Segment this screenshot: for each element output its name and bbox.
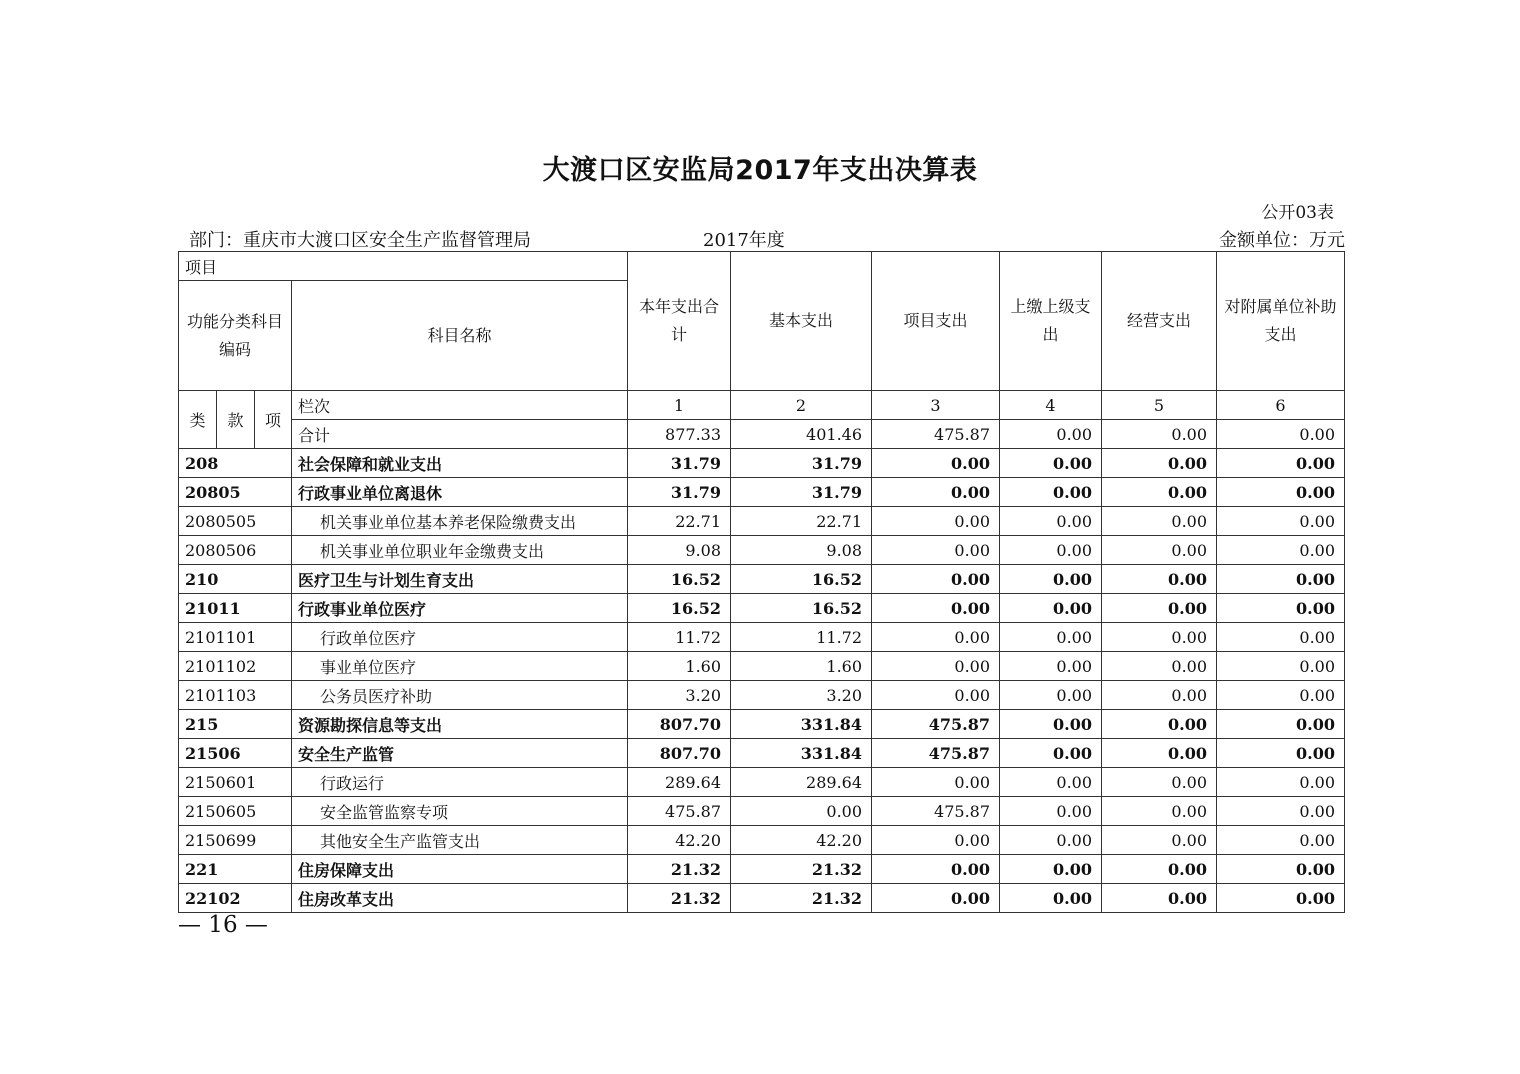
row-value: 0.00 bbox=[1217, 449, 1345, 478]
header-col-3: 项目支出 bbox=[872, 252, 1000, 391]
row-value: 0.00 bbox=[1000, 652, 1102, 681]
row-value: 0.00 bbox=[1000, 681, 1102, 710]
row-value: 0.00 bbox=[1102, 826, 1217, 855]
row-value: 0.00 bbox=[872, 536, 1000, 565]
row-value: 21.32 bbox=[628, 884, 731, 913]
row-value: 21.32 bbox=[731, 884, 872, 913]
table-row bbox=[179, 478, 1345, 507]
total-value: 877.33 bbox=[628, 420, 731, 449]
row-value: 0.00 bbox=[1102, 449, 1217, 478]
row-value: 31.79 bbox=[731, 449, 872, 478]
row-name: 机关事业单位基本养老保险缴费支出 bbox=[292, 507, 628, 536]
header-col-1: 本年支出合计 bbox=[628, 252, 731, 391]
page-title: 大渡口区安监局2017年支出决算表 bbox=[542, 155, 978, 186]
row-name: 医疗卫生与计划生育支出 bbox=[292, 565, 628, 594]
row-value: 0.00 bbox=[1102, 594, 1217, 623]
row-value: 0.00 bbox=[1217, 623, 1345, 652]
col-num-1: 1 bbox=[628, 391, 731, 420]
row-value: 0.00 bbox=[1102, 652, 1217, 681]
row-code: 210 bbox=[179, 565, 292, 594]
row-value: 0.00 bbox=[872, 565, 1000, 594]
row-value: 0.00 bbox=[872, 478, 1000, 507]
row-value: 0.00 bbox=[872, 623, 1000, 652]
row-code: 215 bbox=[179, 710, 292, 739]
header-lei: 类 bbox=[179, 391, 217, 449]
amount-unit: 金额单位：万元 bbox=[1219, 230, 1345, 251]
table-row bbox=[179, 739, 1345, 768]
row-value: 9.08 bbox=[628, 536, 731, 565]
header-name: 科目名称 bbox=[292, 281, 628, 391]
row-value: 0.00 bbox=[1102, 710, 1217, 739]
row-value: 31.79 bbox=[628, 478, 731, 507]
row-name: 安全监管监察专项 bbox=[292, 797, 628, 826]
row-value: 0.00 bbox=[1000, 594, 1102, 623]
row-code: 21506 bbox=[179, 739, 292, 768]
row-value: 0.00 bbox=[1102, 884, 1217, 913]
row-value: 16.52 bbox=[628, 565, 731, 594]
row-name: 资源勘探信息等支出 bbox=[292, 710, 628, 739]
row-value: 31.79 bbox=[731, 478, 872, 507]
total-value: 475.87 bbox=[872, 420, 1000, 449]
row-value: 289.64 bbox=[628, 768, 731, 797]
row-value: 0.00 bbox=[1000, 797, 1102, 826]
row-value: 0.00 bbox=[1217, 826, 1345, 855]
row-value: 21.32 bbox=[731, 855, 872, 884]
row-name: 住房保障支出 bbox=[292, 855, 628, 884]
row-value: 0.00 bbox=[872, 507, 1000, 536]
row-value: 42.20 bbox=[731, 826, 872, 855]
row-value: 0.00 bbox=[1000, 710, 1102, 739]
header-code: 功能分类科目编码 bbox=[179, 281, 292, 391]
row-value: 16.52 bbox=[731, 594, 872, 623]
row-code: 2080505 bbox=[179, 507, 292, 536]
row-code: 2150699 bbox=[179, 826, 292, 855]
row-value: 0.00 bbox=[1000, 507, 1102, 536]
row-code: 2150601 bbox=[179, 768, 292, 797]
row-name: 机关事业单位职业年金缴费支出 bbox=[292, 536, 628, 565]
row-value: 0.00 bbox=[1102, 797, 1217, 826]
col-num-3: 3 bbox=[872, 391, 1000, 420]
row-value: 0.00 bbox=[1000, 565, 1102, 594]
total-label: 合计 bbox=[292, 420, 628, 449]
row-value: 0.00 bbox=[1000, 478, 1102, 507]
table-row bbox=[179, 826, 1345, 855]
header-item: 项目 bbox=[179, 252, 628, 281]
row-value: 0.00 bbox=[872, 681, 1000, 710]
row-name: 行政事业单位离退休 bbox=[292, 478, 628, 507]
row-value: 289.64 bbox=[731, 768, 872, 797]
table-row bbox=[179, 507, 1345, 536]
row-name: 公务员医疗补助 bbox=[292, 681, 628, 710]
row-value: 22.71 bbox=[628, 507, 731, 536]
col-num-6: 6 bbox=[1217, 391, 1345, 420]
row-value: 475.87 bbox=[628, 797, 731, 826]
row-value: 0.00 bbox=[872, 855, 1000, 884]
row-value: 0.00 bbox=[1217, 652, 1345, 681]
fiscal-year: 2017年度 bbox=[703, 230, 785, 251]
row-value: 3.20 bbox=[731, 681, 872, 710]
row-value: 807.70 bbox=[628, 710, 731, 739]
row-value: 0.00 bbox=[872, 449, 1000, 478]
row-value: 0.00 bbox=[1102, 507, 1217, 536]
row-value: 0.00 bbox=[1000, 623, 1102, 652]
row-value: 331.84 bbox=[731, 739, 872, 768]
header-col-5: 经营支出 bbox=[1102, 252, 1217, 391]
header-col-4: 上缴上级支出 bbox=[1000, 252, 1102, 391]
row-value: 16.52 bbox=[731, 565, 872, 594]
row-value: 0.00 bbox=[1000, 536, 1102, 565]
row-code: 2101103 bbox=[179, 681, 292, 710]
row-name: 行政事业单位医疗 bbox=[292, 594, 628, 623]
row-value: 9.08 bbox=[731, 536, 872, 565]
row-value: 11.72 bbox=[731, 623, 872, 652]
row-name: 事业单位医疗 bbox=[292, 652, 628, 681]
row-value: 21.32 bbox=[628, 855, 731, 884]
header-kuan: 款 bbox=[217, 391, 255, 449]
row-value: 0.00 bbox=[731, 797, 872, 826]
row-name: 行政单位医疗 bbox=[292, 623, 628, 652]
row-value: 0.00 bbox=[872, 884, 1000, 913]
row-value: 0.00 bbox=[1000, 884, 1102, 913]
row-value: 0.00 bbox=[1217, 507, 1345, 536]
row-code: 21011 bbox=[179, 594, 292, 623]
row-code: 221 bbox=[179, 855, 292, 884]
row-value: 0.00 bbox=[1000, 855, 1102, 884]
total-value: 0.00 bbox=[1102, 420, 1217, 449]
row-value: 0.00 bbox=[1000, 449, 1102, 478]
row-value: 0.00 bbox=[1217, 884, 1345, 913]
row-value: 11.72 bbox=[628, 623, 731, 652]
row-value: 0.00 bbox=[872, 826, 1000, 855]
form-number: 公开03表 bbox=[1261, 203, 1334, 223]
row-value: 475.87 bbox=[872, 710, 1000, 739]
row-name: 住房改革支出 bbox=[292, 884, 628, 913]
row-value: 0.00 bbox=[1217, 768, 1345, 797]
row-code: 2101101 bbox=[179, 623, 292, 652]
row-value: 0.00 bbox=[1000, 826, 1102, 855]
row-value: 475.87 bbox=[872, 797, 1000, 826]
row-value: 0.00 bbox=[1000, 768, 1102, 797]
row-value: 475.87 bbox=[872, 739, 1000, 768]
table-row bbox=[179, 449, 1345, 478]
table-row bbox=[179, 710, 1345, 739]
table-row bbox=[179, 594, 1345, 623]
row-value: 0.00 bbox=[1102, 681, 1217, 710]
row-value: 331.84 bbox=[731, 710, 872, 739]
row-value: 0.00 bbox=[1102, 855, 1217, 884]
total-value: 0.00 bbox=[1000, 420, 1102, 449]
row-value: 22.71 bbox=[731, 507, 872, 536]
table-row bbox=[179, 652, 1345, 681]
department-label: 部门：重庆市大渡口区安全生产监督管理局 bbox=[189, 230, 531, 251]
table-row bbox=[179, 623, 1345, 652]
expenditure-table bbox=[178, 251, 1345, 913]
table-row bbox=[179, 768, 1345, 797]
row-value: 1.60 bbox=[628, 652, 731, 681]
row-value: 0.00 bbox=[1217, 855, 1345, 884]
row-value: 0.00 bbox=[1217, 797, 1345, 826]
row-value: 0.00 bbox=[872, 768, 1000, 797]
row-value: 0.00 bbox=[1102, 478, 1217, 507]
page-number: — 16 — bbox=[178, 912, 268, 938]
row-name: 其他安全生产监管支出 bbox=[292, 826, 628, 855]
row-name: 行政运行 bbox=[292, 768, 628, 797]
col-num-4: 4 bbox=[1000, 391, 1102, 420]
table-row bbox=[179, 565, 1345, 594]
row-value: 0.00 bbox=[1102, 768, 1217, 797]
row-value: 0.00 bbox=[872, 652, 1000, 681]
header-col-6: 对附属单位补助支出 bbox=[1217, 252, 1345, 391]
header-lanci: 栏次 bbox=[292, 391, 628, 420]
row-code: 2101102 bbox=[179, 652, 292, 681]
row-value: 31.79 bbox=[628, 449, 731, 478]
row-name: 社会保障和就业支出 bbox=[292, 449, 628, 478]
total-value: 0.00 bbox=[1217, 420, 1345, 449]
table-row bbox=[179, 884, 1345, 913]
row-code: 2080506 bbox=[179, 536, 292, 565]
row-value: 0.00 bbox=[1000, 739, 1102, 768]
row-code: 20805 bbox=[179, 478, 292, 507]
row-name: 安全生产监管 bbox=[292, 739, 628, 768]
row-value: 0.00 bbox=[1102, 739, 1217, 768]
row-value: 807.70 bbox=[628, 739, 731, 768]
row-value: 1.60 bbox=[731, 652, 872, 681]
row-value: 0.00 bbox=[1217, 478, 1345, 507]
col-num-2: 2 bbox=[731, 391, 872, 420]
col-num-5: 5 bbox=[1102, 391, 1217, 420]
row-code: 2150605 bbox=[179, 797, 292, 826]
row-value: 0.00 bbox=[1102, 536, 1217, 565]
row-value: 42.20 bbox=[628, 826, 731, 855]
table-row bbox=[179, 681, 1345, 710]
total-value: 401.46 bbox=[731, 420, 872, 449]
table-row bbox=[179, 536, 1345, 565]
row-value: 0.00 bbox=[1217, 565, 1345, 594]
row-value: 0.00 bbox=[1217, 710, 1345, 739]
row-value: 0.00 bbox=[1217, 739, 1345, 768]
row-value: 0.00 bbox=[1217, 594, 1345, 623]
row-value: 0.00 bbox=[1217, 536, 1345, 565]
row-value: 3.20 bbox=[628, 681, 731, 710]
row-value: 16.52 bbox=[628, 594, 731, 623]
table-row bbox=[179, 797, 1345, 826]
row-value: 0.00 bbox=[1102, 623, 1217, 652]
row-code: 22102 bbox=[179, 884, 292, 913]
row-value: 0.00 bbox=[1102, 565, 1217, 594]
row-code: 208 bbox=[179, 449, 292, 478]
row-value: 0.00 bbox=[872, 594, 1000, 623]
table-row bbox=[179, 855, 1345, 884]
header-xiang: 项 bbox=[255, 391, 292, 449]
header-col-2: 基本支出 bbox=[731, 252, 872, 391]
row-value: 0.00 bbox=[1217, 681, 1345, 710]
